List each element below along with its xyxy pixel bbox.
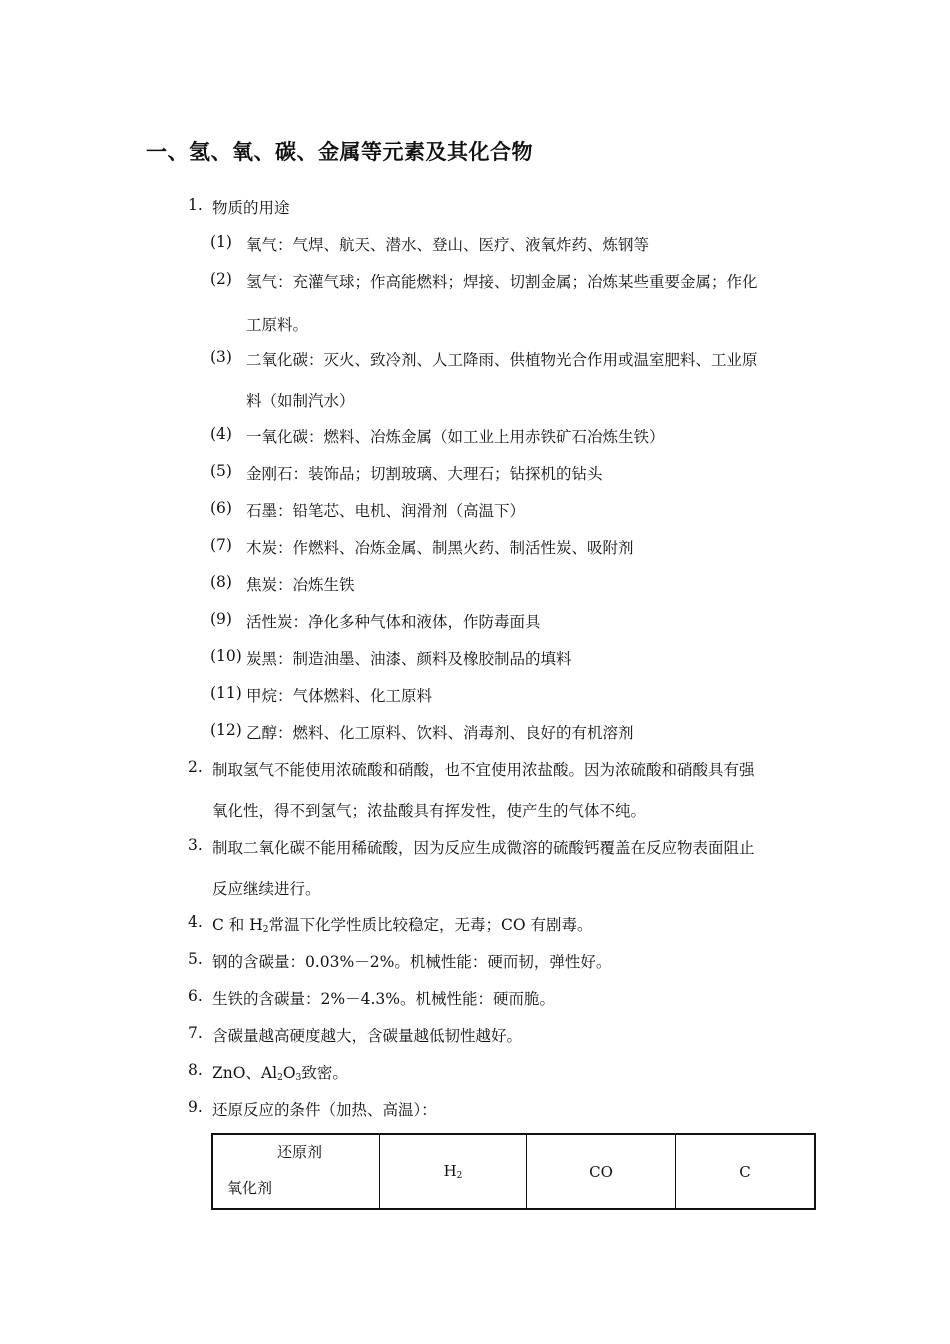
header-h2: $H_2$ (380, 1134, 527, 1209)
use-number: (5) (210, 462, 232, 480)
item-text: C 和 $H_2$常温下化学性质比较稳定，无毒；CO 有剧毒。 (212, 916, 593, 935)
use-number: (7) (210, 536, 232, 554)
item-number: 9. (188, 1098, 203, 1116)
item-text: 制取二氧化碳不能用稀硫酸，因为反应生成微溶的硫酸钙覆盖在反应物表面阻止 (212, 839, 755, 857)
use-text: 金刚石：装饰品；切割玻璃、大理石；钻探机的钻头 (246, 465, 603, 483)
item-text: 含碳量越高硬度越大，含碳量越低韧性越好。 (212, 1027, 523, 1045)
use-number: (11) (210, 684, 242, 702)
use-number: (10) (210, 647, 242, 665)
item-number: 3. (188, 836, 203, 854)
item-text-continued: 氧化性，得不到氢气；浓盐酸具有挥发性，使产生的气体不纯。 (212, 802, 647, 820)
use-text-continued: 工原料。 (246, 316, 309, 334)
use-text: 炭黑：制造油墨、油漆、颜料及橡胶制品的填料 (246, 650, 572, 668)
use-number: (3) (210, 348, 232, 366)
item-number: 5. (188, 950, 203, 968)
header-c: C (676, 1134, 816, 1209)
use-number: (8) (210, 573, 232, 591)
use-text: 焦炭：冶炼生铁 (246, 576, 355, 594)
table-corner-cell (212, 1134, 380, 1209)
item-number: 2. (188, 758, 203, 776)
item-number: 4. (188, 913, 203, 931)
header-reducing-agent: 还原剂 (277, 1143, 323, 1161)
item-number: 8. (188, 1061, 203, 1079)
use-number: (1) (210, 233, 232, 251)
item-text: 生铁的含碳量：2%－4.3%。机械性能：硬而脆。 (212, 990, 555, 1008)
use-text-continued: 料（如制汽水） (246, 392, 355, 410)
item-text-continued: 反应继续进行。 (212, 880, 321, 898)
use-number: (6) (210, 499, 232, 517)
use-text: 乙醇：燃料、化工原料、饮料、消毒剂、良好的有机溶剂 (246, 724, 634, 742)
item-number: 1. (188, 196, 203, 214)
header-co: CO (527, 1134, 676, 1209)
use-text: 木炭：作燃料、冶炼金属、制黑火药、制活性炭、吸附剂 (246, 539, 634, 557)
item-text: ZnO、$Al_2O_3$致密。 (212, 1064, 348, 1083)
use-text: 氢气：充灌气球；作高能燃料；焊接、切割金属；冶炼某些重要金属；作化 (246, 273, 758, 291)
use-number: (4) (210, 425, 232, 443)
item-number: 6. (188, 987, 203, 1005)
header-oxidizing-agent: 氧化剂 (227, 1179, 273, 1197)
use-text: 氧气：气焊、航天、潜水、登山、医疗、液氧炸药、炼钢等 (246, 236, 650, 254)
item-text: 还原反应的条件（加热、高温）： (212, 1101, 437, 1119)
reducing-conditions-table (211, 1133, 816, 1210)
use-text: 石墨：铅笔芯、电机、润滑剂（高温下） (246, 502, 526, 520)
use-number: (12) (210, 721, 242, 739)
item-text: 物质的用途 (212, 199, 290, 217)
use-number: (9) (210, 610, 232, 628)
item-text: 制取氢气不能使用浓硫酸和硝酸，也不宜使用浓盐酸。因为浓硫酸和硝酸具有强 (212, 761, 755, 779)
use-text: 二氧化碳：灭火、致冷剂、人工降雨、供植物光合作用或温室肥料、工业原 (246, 351, 758, 369)
use-number: (2) (210, 270, 232, 288)
item-text: 钢的含碳量：0.03%－2%。机械性能：硬而韧，弹性好。 (212, 953, 612, 971)
section-title: 一、氢、氧、碳、金属等元素及其化合物 (146, 140, 533, 164)
item-number: 7. (188, 1024, 203, 1042)
use-text: 甲烷：气体燃料、化工原料 (246, 687, 433, 705)
use-text: 活性炭：净化多种气体和液体，作防毒面具 (246, 613, 541, 631)
use-text: 一氧化碳：燃料、冶炼金属（如工业上用赤铁矿石冶炼生铁） (246, 428, 665, 446)
